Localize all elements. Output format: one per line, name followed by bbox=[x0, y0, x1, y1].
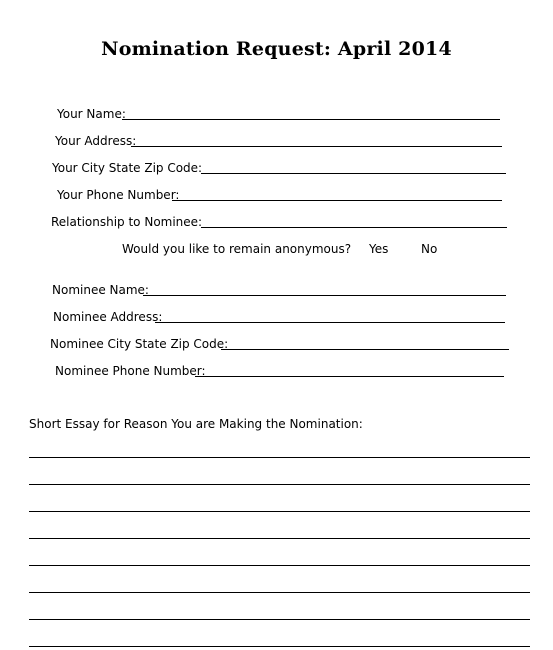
anonymous-yes-option[interactable]: Yes bbox=[369, 242, 389, 256]
your-city-state-zip-line[interactable] bbox=[201, 173, 506, 174]
nominee-phone-line[interactable] bbox=[195, 376, 504, 377]
anonymous-question: Would you like to remain anonymous? bbox=[122, 242, 352, 256]
nominee-name-label: Nominee Name: bbox=[52, 283, 149, 297]
essay-line[interactable] bbox=[29, 484, 530, 485]
essay-line[interactable] bbox=[29, 592, 530, 593]
your-phone-line[interactable] bbox=[172, 200, 502, 201]
essay-label: Short Essay for Reason You are Making the Nomination: bbox=[29, 417, 363, 431]
nominee-phone-label: Nominee Phone Number: bbox=[55, 364, 206, 378]
nominee-name-line[interactable] bbox=[143, 295, 506, 296]
relationship-label: Relationship to Nominee: bbox=[51, 215, 203, 229]
anonymous-no-option[interactable]: No bbox=[421, 242, 438, 256]
essay-line[interactable] bbox=[29, 565, 530, 566]
essay-line[interactable] bbox=[29, 619, 530, 620]
your-name-label: Your Name: bbox=[57, 107, 126, 121]
nominee-address-label: Nominee Address: bbox=[53, 310, 163, 324]
your-address-line[interactable] bbox=[131, 146, 502, 147]
your-phone-label: Your Phone Number: bbox=[57, 188, 180, 202]
essay-line[interactable] bbox=[29, 538, 530, 539]
your-name-line[interactable] bbox=[122, 119, 500, 120]
nominee-address-line[interactable] bbox=[155, 322, 505, 323]
your-city-state-zip-label: Your City State Zip Code: bbox=[52, 161, 203, 175]
your-address-label: Your Address: bbox=[55, 134, 137, 148]
nominee-city-state-zip-line[interactable] bbox=[221, 349, 509, 350]
essay-line[interactable] bbox=[29, 646, 530, 647]
relationship-line[interactable] bbox=[201, 227, 507, 228]
essay-line[interactable] bbox=[29, 511, 530, 512]
nominee-city-state-zip-label: Nominee City State Zip Code: bbox=[50, 337, 229, 351]
essay-line[interactable] bbox=[29, 457, 530, 458]
form-title: Nomination Request: April 2014 bbox=[101, 38, 452, 60]
